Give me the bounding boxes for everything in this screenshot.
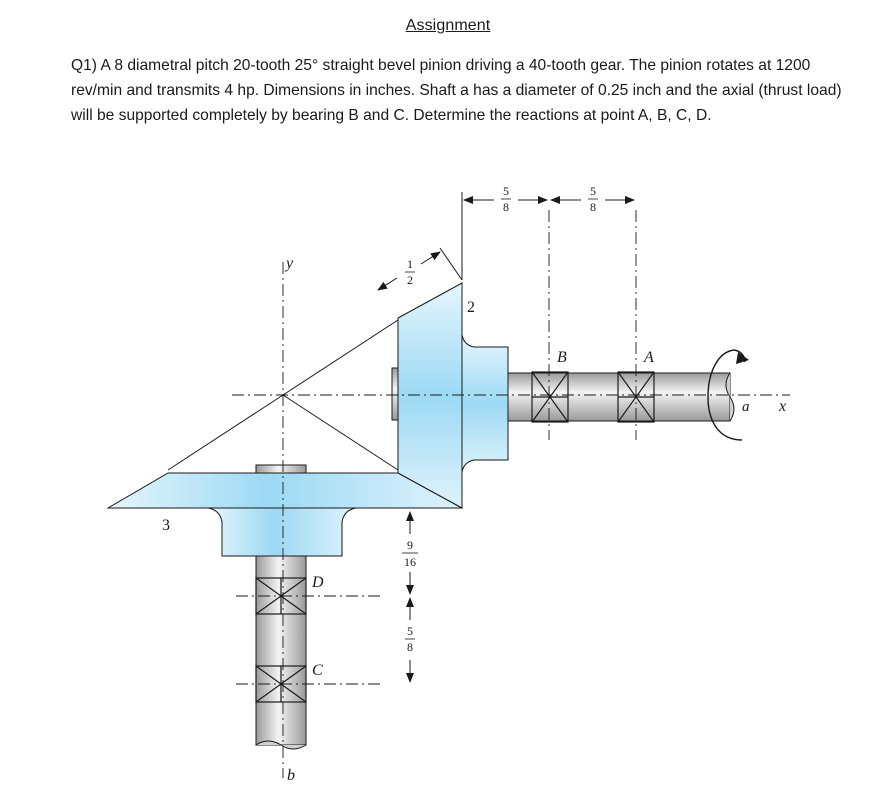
label-bearing-a: A xyxy=(644,349,654,366)
fraction-face-width xyxy=(405,257,415,287)
label-x-axis: x xyxy=(779,398,787,415)
svg-text:5: 5 xyxy=(503,184,509,198)
svg-text:8: 8 xyxy=(407,640,413,654)
fraction-bearing-spacing xyxy=(405,624,415,654)
label-bearing-c: C xyxy=(312,662,323,679)
pinion-2 xyxy=(392,283,508,508)
svg-text:2: 2 xyxy=(407,273,413,287)
question-text: Q1) A 8 diametral pitch 20-tooth 25° straight bevel pinion driving a 40-tooth gear. The pinion rotates at 1200 rev/min and transmits 4 hp. Dimensions in inches. Shaft a has a diameter of 0.25 inch and the axial (thrust load) will be supported completely by bearing B and C. Determine the reactions at point A, B, C, D. xyxy=(71,57,842,124)
svg-text:5: 5 xyxy=(590,184,596,198)
svg-text:9: 9 xyxy=(407,538,413,552)
svg-text:16: 16 xyxy=(404,555,416,569)
label-pinion: 2 xyxy=(467,299,475,316)
assignment-title: Assignment xyxy=(405,17,491,34)
label-bearing-d: D xyxy=(312,574,324,591)
label-gear: 3 xyxy=(162,517,170,534)
svg-text:8: 8 xyxy=(590,200,596,214)
fraction-gear-offset xyxy=(402,538,418,569)
label-shaft-a: a xyxy=(742,399,750,415)
fraction-top-right xyxy=(588,184,598,214)
svg-text:8: 8 xyxy=(503,200,509,214)
label-y-axis: y xyxy=(286,255,294,272)
dimension-face-width xyxy=(378,248,462,290)
label-shaft-b: b xyxy=(287,767,295,784)
label-bearing-b: B xyxy=(557,349,567,366)
fraction-top-left xyxy=(501,184,511,214)
svg-text:5: 5 xyxy=(407,624,413,638)
svg-text:1: 1 xyxy=(407,257,413,271)
